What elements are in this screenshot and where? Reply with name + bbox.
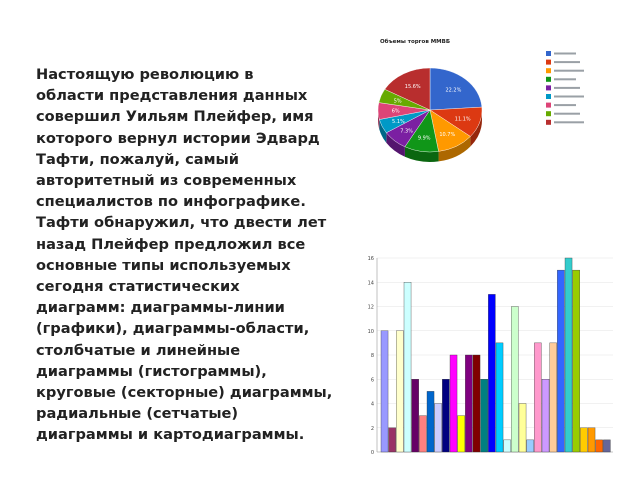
bar-13: [481, 379, 488, 452]
pie-slice-label-2: 10.7%: [439, 131, 456, 138]
bar-5: [419, 416, 426, 452]
legend-swatch-0: [546, 51, 551, 56]
y-tick-label-3: 6: [370, 377, 374, 384]
pie-legend: [546, 51, 584, 125]
y-tick-label-6: 12: [367, 304, 374, 311]
legend-text-0: [554, 53, 576, 55]
legend-text-2: [554, 70, 584, 72]
bar-7: [435, 404, 442, 453]
legend-text-6: [554, 104, 576, 106]
bar-12: [473, 355, 480, 452]
pie-chart: [360, 28, 622, 188]
legend-text-3: [554, 78, 576, 80]
bar-26: [580, 428, 587, 452]
bar-10: [458, 416, 465, 452]
legend-swatch-5: [546, 94, 551, 99]
pie-slice-label-8: 15.6%: [404, 84, 421, 91]
pie-slice-label-4: 7.3%: [400, 128, 413, 135]
bar-chart: [365, 250, 625, 458]
pie-title: Объемы торгов ММВБ: [380, 39, 451, 45]
bar-17: [511, 307, 518, 453]
y-tick-label-4: 8: [370, 353, 374, 359]
bar-25: [573, 270, 580, 452]
bar-16: [504, 440, 511, 452]
pie-slice-label-7: 5%: [393, 98, 402, 105]
bar-3: [404, 282, 411, 452]
y-tick-label-8: 16: [367, 256, 374, 262]
bar-9: [450, 355, 457, 452]
bar-2: [396, 331, 403, 452]
bar-20: [534, 343, 541, 452]
legend-swatch-3: [546, 77, 551, 82]
bar-28: [596, 440, 603, 452]
bar-11: [465, 355, 472, 452]
legend-swatch-8: [546, 120, 551, 125]
bar-23: [557, 270, 564, 452]
bar-29: [603, 440, 610, 452]
bar-24: [565, 258, 572, 452]
legend-swatch-1: [546, 60, 551, 65]
y-tick-label-2: 4: [370, 401, 374, 408]
bar-6: [427, 391, 434, 452]
bar-4: [412, 379, 419, 452]
bar-22: [550, 343, 557, 452]
legend-text-5: [554, 96, 584, 98]
legend-swatch-7: [546, 111, 551, 116]
legend-text-1: [554, 61, 580, 63]
y-tick-label-5: 10: [367, 328, 374, 335]
legend-swatch-4: [546, 85, 551, 90]
bar-19: [527, 440, 534, 452]
y-tick-label-7: 14: [367, 280, 374, 287]
bar-tick-labels: [368, 256, 374, 456]
bar-21: [542, 379, 549, 452]
bar-1: [389, 428, 396, 452]
pie-slice-label-0: 22.2%: [445, 87, 462, 94]
legend-text-8: [554, 121, 584, 123]
legend-swatch-6: [546, 103, 551, 108]
pie-slice-label-3: 9.9%: [417, 135, 431, 142]
bar-8: [442, 379, 449, 452]
bar-0: [381, 331, 388, 452]
bar-15: [496, 343, 503, 452]
legend-text-4: [554, 87, 580, 89]
pie-slice-label-5: 5.1%: [392, 118, 405, 125]
bar-18: [519, 404, 526, 453]
body-text: Настоящую революцию в области представления данных совершил Уильям Плейфер, имя которого вернул истории Эдвард Тафти, пожалуй, самый авторитетный из современных специалистов по инфографике. Тафти обнаружил, что двести лет назад Плейфер предложил все основные типы используемых сегодня статистических диаграмм: диаграммы-линии (графики), диаграммы-области, столбчатые и линейные диаграммы (гистограммы), круговые (секторные) диаграммы, радиальные (сетчатые) диаграммы и картодиаграммы.: [36, 66, 333, 444]
pie-slice-label-6: 6%: [391, 108, 400, 115]
legend-text-7: [554, 113, 580, 115]
pie-slice-label-1: 11.1%: [454, 116, 471, 123]
bar-27: [588, 428, 595, 452]
y-tick-label-0: 0: [370, 450, 374, 456]
legend-swatch-2: [546, 68, 551, 73]
y-tick-label-1: 2: [370, 425, 374, 432]
bar-14: [488, 294, 495, 452]
